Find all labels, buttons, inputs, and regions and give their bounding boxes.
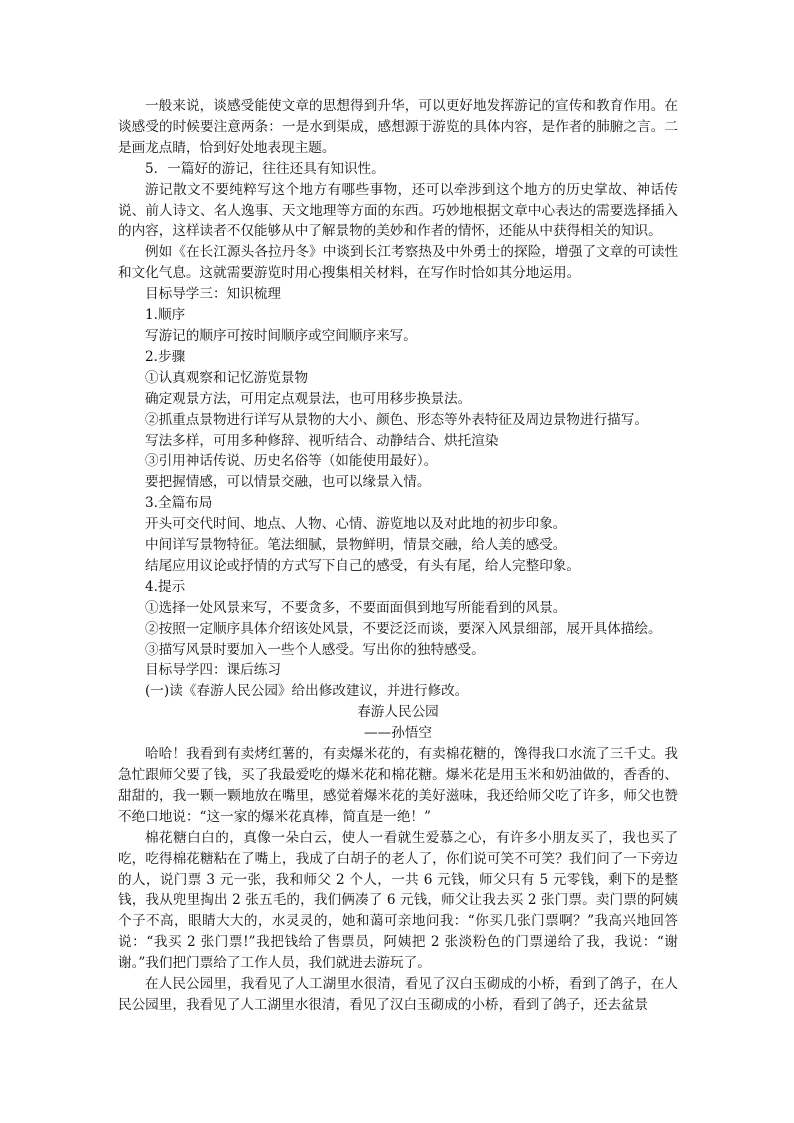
paragraph-summary-feelings: 一般来说，谈感受能使文章的思想得到升华，可以更好地发挥游记的宣传和教育作用。在谈感受的时候要注意两条：一是水到渠成，感想源于游览的具体内容，是作者的肺腑之言。二是画龙点睛，恰到好处地表现主题。	[118, 98, 678, 156]
step-3: ③引用神话传说、历史名俗等（如能使用最好）。	[145, 453, 438, 470]
exercise-instruction: (一)读《春游人民公园》给出修改建议，并进行修改。	[145, 683, 469, 700]
essay-paragraph-2: 棉花糖白白的，真像一朵白云，使人一看就生爱慕之心，有许多小朋友买了，我也买了吃，吃得棉花糖粘在了嘴上，我成了白胡子的老人了，你们说可笑不可笑？我们问了一下旁边的人，说门票 3 元一张，我和师父 2 个人，一共 6 元钱，师父只有 5 元零钱，剩下的是整钱，我从兜里掏出 2 张五毛的，我们俩凑了 6 元钱，师父让我去买 2 张门票。卖门票的阿姨个子不高，眼睛大大的，水灵灵的，她和蔼可亲地问我：“你买几张门票啊？”我高兴地回答说：“我买 2 张门票!”我把钱给了售票员，阿姨把 2 张淡粉色的门票递给了我，我说：“谢谢。”我们把门票给了工作人员，我们就进去游玩了。	[118, 829, 678, 972]
tip-3: ③描写风景时要加入一些个人感受。写出你的独特感受。	[145, 641, 485, 658]
essay-title: 春游人民公园	[357, 704, 439, 721]
tip-1: ①选择一处风景来写，不要贪多，不要面面俱到地写所能看到的风景。	[145, 599, 567, 616]
paragraph-knowledge: 游记散文不要纯粹写这个地方有哪些事物，还可以牵涉到这个地方的历史掌故、神话传说、前人诗文、名人逸事、天文地理等方面的东西。巧妙地根据文章中心表达的需要选择插入的内容，这样读者不仅能够从中了解景物的美妙和作者的情怀，还能从中获得相关的知识。	[118, 181, 678, 240]
essay-paragraph-3: 在人民公园里，我看见了人工湖里水很清，看见了汉白玉砌成的小桥，看到了鸽子，在人民公园里，我看见了人工湖里水很清，看见了汉白玉砌成的小桥，看到了鸽子，还去盆景	[118, 976, 678, 1013]
essay-author: ——孙悟空	[364, 725, 432, 742]
point-5-heading: 5．一篇好的游记，往往还具有知识性。	[145, 160, 385, 177]
item-layout-heading: 3.全篇布局	[145, 495, 213, 512]
step-1-text: 确定观景方法，可用定点观景法，也可用移步换景法。	[145, 390, 472, 407]
item-steps-heading: 2.步骤	[145, 348, 186, 365]
layout-middle: 中间详写景物特征。笔法细腻，景物鲜明，情景交融，给人美的感受。	[145, 537, 567, 554]
step-3-text: 要把握情感，可以情景交融，也可以缘景入情。	[145, 474, 431, 491]
section-heading-3: 目标导学三：知识梳理	[145, 286, 281, 303]
document-page	[118, 96, 678, 1016]
item-order-text: 写游记的顺序可按时间顺序或空间顺序来写。	[145, 327, 417, 344]
item-tips-heading: 4.提示	[145, 578, 186, 595]
step-1: ①认真观察和记忆游览景物	[145, 369, 309, 386]
paragraph-example: 例如《在长江源头各拉丹冬》中谈到长江考察热及中外勇士的探险，增强了文章的可读性和文化气息。这就需要游览时用心搜集相关材料，在写作时恰如其分地运用。	[118, 244, 678, 282]
layout-opening: 开头可交代时间、地点、人物、心情、游览地以及对此地的初步印象。	[145, 516, 567, 533]
item-order-heading: 1.顺序	[145, 307, 186, 324]
layout-ending: 结尾应用议论或抒情的方式写下自己的感受，有头有尾，给人完整印象。	[145, 557, 580, 574]
tip-2: ②按照一定顺序具体介绍该处风景，不要泛泛而谈，要深入风景细部，展开具体描绘。	[145, 620, 662, 637]
step-2: ②抓重点景物进行详写从景物的大小、颜色、形态等外表特征及周边景物进行描写。	[145, 411, 648, 428]
step-2-text: 写法多样，可用多种修辞、视听结合、动静结合、烘托渲染	[145, 432, 499, 449]
section-heading-4: 目标导学四：课后练习	[145, 662, 281, 679]
essay-paragraph-1: 哈哈！我看到有卖烤红薯的，有卖爆米花的，有卖棉花糖的，馋得我口水流了三千丈。我急忙跟师父要了钱，买了我最爱吃的爆米花和棉花糖。爆米花是用玉米和奶油做的，香香的、甜甜的，我一颗一颗地放在嘴里，感觉着爆米花的美好滋味，我还给师父吃了许多，师父也赞不绝口地说：“这一家的爆米花真棒，简直是一绝！”	[118, 746, 678, 825]
